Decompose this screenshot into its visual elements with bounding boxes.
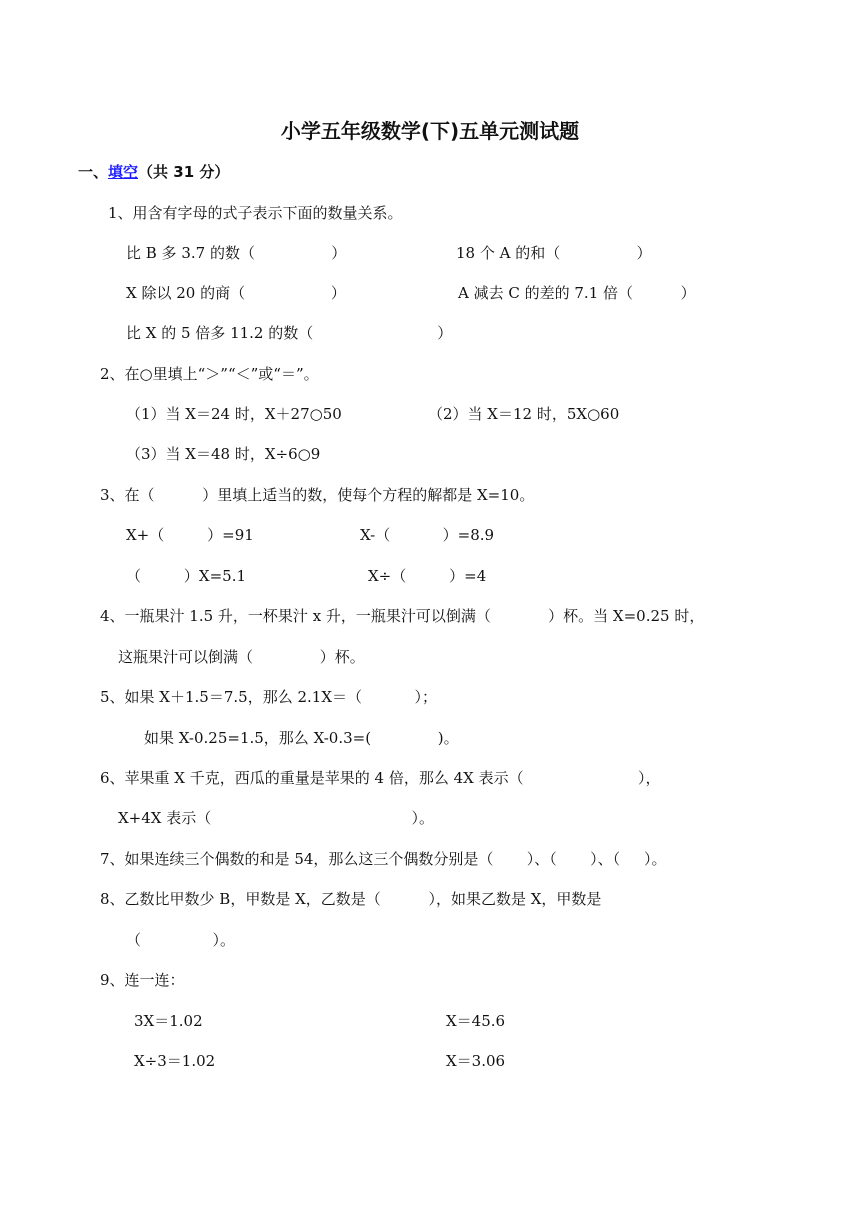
question-9: 9、连一连： xyxy=(100,971,185,989)
question-3-item-a: X+（ ）=91 xyxy=(126,526,254,544)
question-3: 3、在（ ）里填上适当的数，使每个方程的解都是 X=10。 xyxy=(100,486,535,504)
question-2-item-3: （3）当 X＝48 时，X÷6○9 xyxy=(126,445,321,463)
page-title: 小学五年级数学(下)五单元测试题 xyxy=(280,119,580,143)
question-1-item-e: 比 X 的 5 倍多 11.2 的数（ ） xyxy=(126,324,453,342)
question-5-continued: 如果 X-0.25=1.5，那么 X-0.3=( )。 xyxy=(144,729,459,747)
question-4: 4、一瓶果汁 1.5 升，一杯果汁 x 升，一瓶果汁可以倒满（ ）杯。当 X=0.25 时， xyxy=(100,607,705,625)
section-score: （共 31 分） xyxy=(138,163,230,181)
question-3-item-b: X-（ ）=8.9 xyxy=(360,526,495,544)
question-4-continued: 这瓶果汁可以倒满（ ）杯。 xyxy=(118,648,365,666)
question-9-right-a: X＝45.6 xyxy=(446,1012,506,1030)
question-2-item-1: （1）当 X＝24 时，X＋27○50 xyxy=(126,405,342,423)
question-3-item-d: X÷（ ）=4 xyxy=(368,567,487,585)
question-1-item-b: 18 个 A 的和（ ） xyxy=(456,244,652,262)
question-5: 5、如果 X＋1.5＝7.5，那么 2.1X＝（ ）； xyxy=(100,688,437,706)
question-1-item-a: 比 B 多 3.7 的数（ ） xyxy=(126,244,347,262)
question-1-item-c: X 除以 20 的商（ ） xyxy=(126,284,346,302)
question-9-left-a: 3X＝1.02 xyxy=(134,1012,203,1030)
question-2: 2、在○里填上“＞”“＜”或“＝”。 xyxy=(100,365,319,383)
question-8: 8、乙数比甲数少 B，甲数是 X，乙数是（ ），如果乙数是 X，甲数是 xyxy=(100,890,602,908)
question-6: 6、苹果重 X 千克，西瓜的重量是苹果的 4 倍，那么 4X 表示（ ）， xyxy=(100,769,661,787)
question-9-right-b: X＝3.06 xyxy=(446,1052,506,1070)
question-1-item-d: A 减去 C 的差的 7.1 倍（ ） xyxy=(458,284,696,302)
question-9-left-b: X÷3＝1.02 xyxy=(134,1052,216,1070)
question-7: 7、如果连续三个偶数的和是 54，那么这三个偶数分别是（ ）、（ ）、（ ）。 xyxy=(100,850,667,868)
question-3-item-c: （ ）X=5.1 xyxy=(126,567,247,585)
section-heading xyxy=(78,162,229,182)
question-1: 1、用含有字母的式子表示下面的数量关系。 xyxy=(108,204,403,222)
section-link[interactable]: 填空 xyxy=(108,163,139,181)
question-8-continued: （ ）。 xyxy=(126,931,236,949)
section-number: 一、 xyxy=(78,163,109,181)
question-6-continued: X+4X 表示（ ）。 xyxy=(118,809,434,827)
question-2-item-2: （2）当 X＝12 时，5X○60 xyxy=(428,405,620,423)
